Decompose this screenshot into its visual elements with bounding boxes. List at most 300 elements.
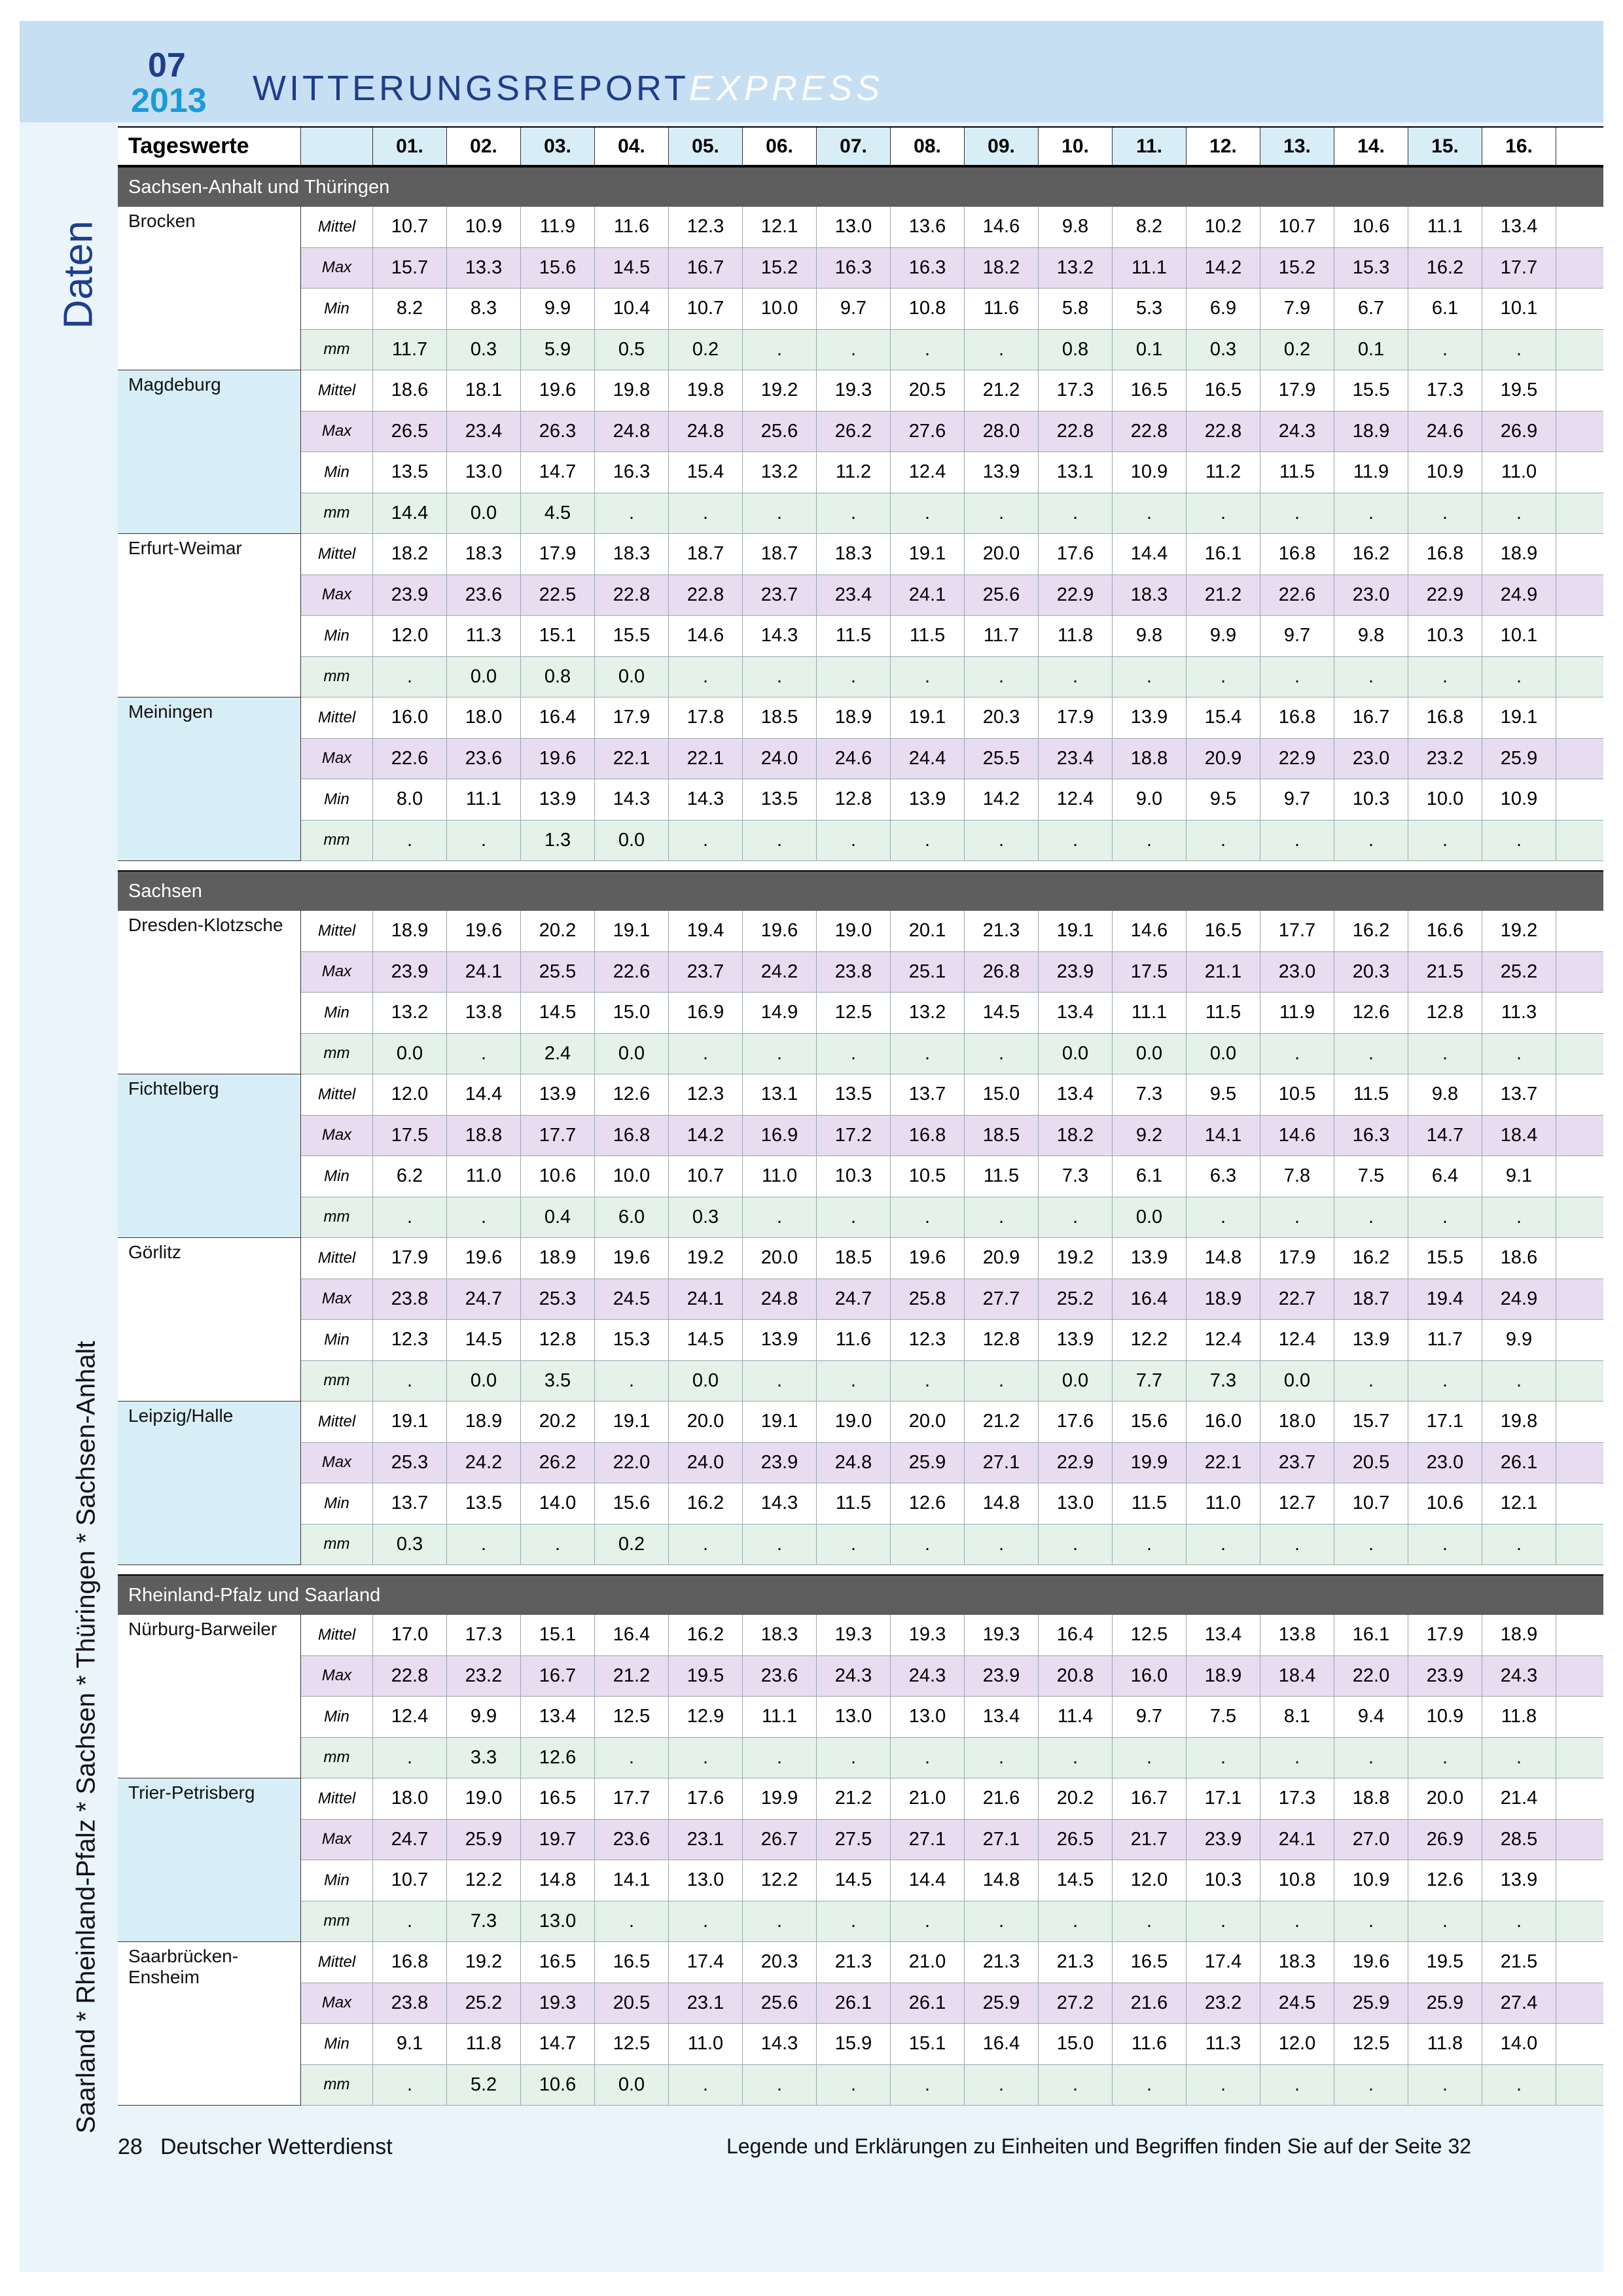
value-cell: 11.9 — [1334, 452, 1408, 493]
value-cell: 23.4 — [447, 412, 521, 452]
value-cell: 16.7 — [1334, 698, 1408, 738]
row-filler — [1556, 739, 1603, 779]
value-cell: 27.7 — [965, 1279, 1039, 1320]
data-row-min — [118, 616, 1603, 657]
header-filler — [1556, 128, 1603, 165]
value-cell: 13.5 — [373, 452, 447, 493]
value-cell: 18.3 — [1113, 575, 1186, 616]
value-cell: 0.0 — [595, 2065, 669, 2106]
value-cell: 13.5 — [817, 1074, 891, 1115]
row-filler — [1556, 207, 1603, 247]
value-cell: . — [1186, 1525, 1260, 1565]
value-cell: 13.2 — [1039, 248, 1113, 289]
value-cell: 19.6 — [595, 1238, 669, 1279]
value-cell: . — [1482, 1738, 1556, 1778]
value-cell: 23.9 — [743, 1443, 817, 1483]
value-cell: 18.9 — [1334, 412, 1408, 452]
value-cell: 11.3 — [1482, 993, 1556, 1033]
value-cell: 10.8 — [1260, 1860, 1334, 1901]
value-cell: 20.9 — [1186, 739, 1260, 779]
value-cell: . — [817, 1197, 891, 1238]
value-cell: 25.5 — [521, 952, 595, 993]
row-filler — [1556, 1197, 1603, 1238]
value-cell: 12.7 — [1260, 1483, 1334, 1524]
footer-org: Deutscher Wetterdienst — [160, 2134, 393, 2159]
value-cell: 19.0 — [447, 1778, 521, 1819]
value-cell: 13.0 — [817, 207, 891, 247]
day-header: 05. — [669, 128, 743, 165]
value-cell: 16.8 — [1408, 534, 1482, 574]
row-filler — [1556, 1443, 1603, 1483]
value-cell: 19.2 — [1039, 1238, 1113, 1279]
measure-label: Min — [301, 779, 373, 820]
value-cell: 24.3 — [817, 1656, 891, 1697]
value-cell: 12.0 — [373, 616, 447, 656]
value-cell: . — [669, 657, 743, 698]
value-cell: 27.1 — [891, 1820, 965, 1860]
value-cell: 15.7 — [1334, 1402, 1408, 1442]
region-header: Rheinland-Pfalz und Saarland — [118, 1574, 1603, 1615]
data-row-mittel — [118, 1778, 1603, 1820]
measure-label: Mittel — [301, 1402, 373, 1442]
value-cell: 23.4 — [1039, 739, 1113, 779]
value-cell: 14.8 — [965, 1483, 1039, 1524]
data-row-min — [118, 1697, 1603, 1738]
station-block — [118, 1615, 1603, 1778]
value-cell: . — [743, 1525, 817, 1565]
value-cell: 25.9 — [965, 1983, 1039, 2024]
value-cell: 20.3 — [965, 698, 1039, 738]
value-cell: 22.5 — [521, 575, 595, 616]
data-row-max — [118, 1983, 1603, 2024]
row-filler — [1556, 1738, 1603, 1778]
value-cell: . — [1260, 1901, 1334, 1942]
data-row-mm — [118, 1197, 1603, 1239]
value-cell: 9.9 — [447, 1697, 521, 1737]
value-cell: 12.6 — [595, 1074, 669, 1115]
value-cell: . — [1186, 2065, 1260, 2106]
value-cell: . — [1482, 1525, 1556, 1565]
value-cell: 23.8 — [373, 1983, 447, 2024]
value-cell: 21.4 — [1482, 1778, 1556, 1819]
station-block — [118, 1238, 1603, 1402]
value-cell: 10.6 — [1408, 1483, 1482, 1524]
station-name: Dresden-Klotzsche — [118, 911, 301, 1074]
data-row-mittel — [118, 1238, 1603, 1279]
station-name: Fichtelberg — [118, 1074, 301, 1238]
value-cell: . — [743, 657, 817, 698]
value-cell: 16.5 — [1186, 370, 1260, 411]
value-cell: 8.2 — [1113, 207, 1186, 247]
value-cell: . — [817, 821, 891, 861]
day-header: 16. — [1482, 128, 1556, 165]
value-cell: 10.6 — [521, 2065, 595, 2106]
data-row-mittel — [118, 1942, 1603, 1983]
value-cell: 22.1 — [595, 739, 669, 779]
value-cell: 3.5 — [521, 1361, 595, 1402]
value-cell: 23.6 — [447, 575, 521, 616]
value-cell: 13.9 — [1482, 1860, 1556, 1901]
measure-label: Max — [301, 952, 373, 993]
value-cell: 20.2 — [521, 911, 595, 951]
value-cell: . — [669, 2065, 743, 2106]
value-cell: 12.3 — [669, 1074, 743, 1115]
value-cell: 17.7 — [595, 1778, 669, 1819]
value-cell: 14.9 — [743, 993, 817, 1033]
value-cell: 11.8 — [1039, 616, 1113, 656]
value-cell: . — [817, 493, 891, 534]
measure-label: Min — [301, 1860, 373, 1901]
value-cell: 16.9 — [743, 1116, 817, 1156]
value-cell: 18.8 — [1113, 739, 1186, 779]
row-filler — [1556, 1156, 1603, 1197]
value-cell: 24.0 — [669, 1443, 743, 1483]
data-row-mm — [118, 1034, 1603, 1075]
value-cell: . — [1482, 1034, 1556, 1074]
value-cell: 24.5 — [1260, 1983, 1334, 2024]
value-cell: 11.1 — [743, 1697, 817, 1737]
value-cell: 23.7 — [669, 952, 743, 993]
value-cell: 11.6 — [595, 207, 669, 247]
day-header: 06. — [743, 128, 817, 165]
data-row-max — [118, 248, 1603, 289]
row-filler — [1556, 1320, 1603, 1360]
value-cell: 13.4 — [1039, 993, 1113, 1033]
value-cell: 14.5 — [595, 248, 669, 289]
value-cell: . — [1334, 1361, 1408, 1402]
value-cell: 13.9 — [521, 1074, 595, 1115]
value-cell: 25.3 — [373, 1443, 447, 1483]
value-cell: 20.0 — [965, 534, 1039, 574]
value-cell: 10.7 — [373, 207, 447, 247]
row-filler — [1556, 1238, 1603, 1279]
report-title-sub: EXPRESS — [689, 69, 884, 108]
row-filler — [1556, 452, 1603, 493]
value-cell: 17.1 — [1186, 1778, 1260, 1819]
value-cell: 24.9 — [1482, 575, 1556, 616]
value-cell: 26.1 — [817, 1983, 891, 2024]
value-cell: 19.8 — [1482, 1402, 1556, 1442]
value-cell: 16.4 — [1039, 1615, 1113, 1655]
measure-label: Max — [301, 248, 373, 289]
value-cell: . — [447, 821, 521, 861]
station-name: Nürburg-Barweiler — [118, 1615, 301, 1778]
data-row-mm — [118, 2065, 1603, 2106]
value-cell: 26.3 — [521, 412, 595, 452]
value-cell: . — [1482, 2065, 1556, 2106]
value-cell: 17.3 — [1039, 370, 1113, 411]
value-cell: 10.9 — [1408, 452, 1482, 493]
value-cell: 19.3 — [817, 1615, 891, 1655]
value-cell: 11.0 — [669, 2024, 743, 2064]
value-cell: 27.2 — [1039, 1983, 1113, 2024]
value-cell: 11.5 — [891, 616, 965, 656]
value-cell: 12.3 — [891, 1320, 965, 1360]
day-header: 13. — [1260, 128, 1334, 165]
value-cell: 14.3 — [743, 1483, 817, 1524]
value-cell: 24.8 — [669, 412, 743, 452]
value-cell: 24.5 — [595, 1279, 669, 1320]
value-cell: 2.4 — [521, 1034, 595, 1074]
value-cell: 18.5 — [965, 1116, 1039, 1156]
value-cell: . — [669, 1525, 743, 1565]
day-header: 04. — [595, 128, 669, 165]
value-cell: 15.3 — [595, 1320, 669, 1360]
value-cell: . — [1408, 657, 1482, 698]
value-cell: 4.5 — [521, 493, 595, 534]
value-cell: 19.6 — [521, 370, 595, 411]
station-block — [118, 1942, 1603, 2106]
value-cell: 22.9 — [1260, 739, 1334, 779]
value-cell: . — [1482, 1197, 1556, 1238]
value-cell: 16.2 — [1408, 248, 1482, 289]
measure-label: Mittel — [301, 1778, 373, 1819]
value-cell: . — [965, 1738, 1039, 1778]
value-cell: 23.4 — [817, 575, 891, 616]
value-cell: 26.7 — [743, 1820, 817, 1860]
measure-label: Min — [301, 1156, 373, 1197]
row-filler — [1556, 289, 1603, 329]
value-cell: 18.9 — [521, 1238, 595, 1279]
value-cell: 6.2 — [373, 1156, 447, 1197]
value-cell: 0.2 — [1260, 330, 1334, 370]
value-cell: . — [1408, 1901, 1482, 1942]
value-cell: . — [891, 821, 965, 861]
value-cell: 11.6 — [965, 289, 1039, 329]
value-cell: 0.0 — [1113, 1197, 1186, 1238]
value-cell: 7.9 — [1260, 289, 1334, 329]
value-cell: 16.1 — [1186, 534, 1260, 574]
row-filler — [1556, 2024, 1603, 2064]
value-cell: 12.6 — [1334, 993, 1408, 1033]
value-cell: 10.3 — [1186, 1860, 1260, 1901]
station-block — [118, 534, 1603, 698]
value-cell: 8.3 — [447, 289, 521, 329]
value-cell: 18.4 — [1260, 1656, 1334, 1697]
region-gap — [118, 861, 1603, 870]
value-cell: 13.4 — [965, 1697, 1039, 1737]
value-cell: 0.0 — [447, 657, 521, 698]
value-cell: 14.1 — [1186, 1116, 1260, 1156]
value-cell: 21.3 — [817, 1942, 891, 1983]
value-cell: 25.6 — [743, 412, 817, 452]
value-cell: . — [965, 1525, 1039, 1565]
measure-label: Max — [301, 1820, 373, 1860]
value-cell: 18.9 — [1482, 1615, 1556, 1655]
value-cell: . — [1260, 1738, 1334, 1778]
value-cell: 19.2 — [447, 1942, 521, 1983]
value-cell: 19.6 — [1334, 1942, 1408, 1983]
value-cell: 0.0 — [447, 493, 521, 534]
value-cell: 19.5 — [669, 1656, 743, 1697]
value-cell: 24.2 — [447, 1443, 521, 1483]
column-header-row — [118, 126, 1603, 166]
value-cell: 19.5 — [1482, 370, 1556, 411]
value-cell: 11.0 — [1186, 1483, 1260, 1524]
data-row-max — [118, 575, 1603, 616]
value-cell: 9.7 — [1260, 779, 1334, 820]
station-name: Leipzig/Halle — [118, 1402, 301, 1565]
value-cell: . — [743, 1034, 817, 1074]
value-cell: 19.3 — [817, 370, 891, 411]
value-cell: . — [1408, 1197, 1482, 1238]
value-cell: 25.9 — [1482, 739, 1556, 779]
row-filler — [1556, 698, 1603, 738]
value-cell: 18.9 — [1186, 1279, 1260, 1320]
value-cell: 16.8 — [373, 1942, 447, 1983]
value-cell: 19.1 — [743, 1402, 817, 1442]
value-cell: 22.0 — [1334, 1656, 1408, 1697]
value-cell: 13.9 — [743, 1320, 817, 1360]
value-cell: . — [669, 1901, 743, 1942]
measure-label: Mittel — [301, 911, 373, 951]
value-cell: 9.0 — [1113, 779, 1186, 820]
value-cell: . — [817, 1738, 891, 1778]
value-cell: 10.2 — [1186, 207, 1260, 247]
value-cell: 14.6 — [1260, 1116, 1334, 1156]
value-cell: 19.6 — [891, 1238, 965, 1279]
value-cell: 15.0 — [1039, 2024, 1113, 2064]
value-cell: 16.0 — [1186, 1402, 1260, 1442]
measure-label: Max — [301, 1443, 373, 1483]
value-cell: 19.1 — [1039, 911, 1113, 951]
value-cell: . — [891, 330, 965, 370]
value-cell: . — [1113, 657, 1186, 698]
value-cell: 25.9 — [891, 1443, 965, 1483]
value-cell: 16.2 — [1334, 911, 1408, 951]
value-cell: 15.0 — [595, 993, 669, 1033]
row-filler — [1556, 821, 1603, 861]
value-cell: 27.5 — [817, 1820, 891, 1860]
value-cell: 17.9 — [1260, 1238, 1334, 1279]
value-cell: 19.7 — [521, 1820, 595, 1860]
value-cell: 24.1 — [447, 952, 521, 993]
value-cell: 0.1 — [1113, 330, 1186, 370]
value-cell: 7.7 — [1113, 1361, 1186, 1402]
value-cell: 14.3 — [595, 779, 669, 820]
data-row-min — [118, 1483, 1603, 1525]
daily-values-table — [118, 126, 1603, 2106]
value-cell: 8.1 — [1260, 1697, 1334, 1737]
value-cell: 9.1 — [1482, 1156, 1556, 1197]
value-cell: 18.6 — [1482, 1238, 1556, 1279]
row-filler — [1556, 248, 1603, 289]
value-cell: 11.5 — [1186, 993, 1260, 1033]
measure-header-blank — [301, 128, 373, 165]
value-cell: 19.1 — [595, 1402, 669, 1442]
value-cell: . — [1334, 1738, 1408, 1778]
value-cell: 22.9 — [1039, 575, 1113, 616]
measure-label: Min — [301, 616, 373, 656]
value-cell: 15.7 — [373, 248, 447, 289]
value-cell: 20.3 — [743, 1942, 817, 1983]
value-cell: . — [669, 1034, 743, 1074]
value-cell: 16.4 — [1113, 1279, 1186, 1320]
value-cell: 14.7 — [1408, 1116, 1482, 1156]
value-cell: 12.1 — [743, 207, 817, 247]
value-cell: 13.0 — [521, 1901, 595, 1942]
row-filler — [1556, 1656, 1603, 1697]
value-cell: 7.3 — [1186, 1361, 1260, 1402]
value-cell: 13.9 — [891, 779, 965, 820]
value-cell: 13.3 — [447, 248, 521, 289]
value-cell: . — [1260, 1034, 1334, 1074]
value-cell: 17.4 — [1186, 1942, 1260, 1983]
value-cell: 23.9 — [1039, 952, 1113, 993]
value-cell: 12.8 — [521, 1320, 595, 1360]
value-cell: . — [743, 1901, 817, 1942]
value-cell: 15.4 — [1186, 698, 1260, 738]
value-cell: . — [1334, 657, 1408, 698]
value-cell: 17.6 — [1039, 1402, 1113, 1442]
value-cell: 9.1 — [373, 2024, 447, 2064]
value-cell: 24.9 — [1482, 1279, 1556, 1320]
value-cell: 16.4 — [595, 1615, 669, 1655]
value-cell: 9.2 — [1113, 1116, 1186, 1156]
station-name: Görlitz — [118, 1238, 301, 1402]
measure-label: Min — [301, 1483, 373, 1524]
day-header: 14. — [1334, 128, 1408, 165]
value-cell: 11.8 — [1482, 1697, 1556, 1737]
row-filler — [1556, 1778, 1603, 1819]
value-cell: 19.3 — [521, 1983, 595, 2024]
value-cell: 21.3 — [965, 911, 1039, 951]
value-cell: 19.6 — [521, 739, 595, 779]
value-cell: 13.0 — [817, 1697, 891, 1737]
value-cell: 0.4 — [521, 1197, 595, 1238]
value-cell: . — [1260, 1525, 1334, 1565]
value-cell: 20.5 — [1334, 1443, 1408, 1483]
value-cell: . — [965, 1197, 1039, 1238]
value-cell: 15.2 — [743, 248, 817, 289]
value-cell: . — [743, 330, 817, 370]
value-cell: 13.4 — [521, 1697, 595, 1737]
value-cell: 19.1 — [891, 534, 965, 574]
value-cell: . — [1039, 657, 1113, 698]
value-cell: 6.1 — [1113, 1156, 1186, 1197]
value-cell: 9.4 — [1334, 1697, 1408, 1737]
value-cell: 6.7 — [1334, 289, 1408, 329]
value-cell: 19.1 — [891, 698, 965, 738]
value-cell: 17.9 — [373, 1238, 447, 1279]
value-cell: 10.0 — [595, 1156, 669, 1197]
value-cell: 23.1 — [669, 1983, 743, 2024]
value-cell: 18.3 — [817, 534, 891, 574]
value-cell: 14.5 — [965, 993, 1039, 1033]
value-cell: 18.9 — [1186, 1656, 1260, 1697]
measure-label: Max — [301, 1983, 373, 2024]
value-cell: 26.9 — [1408, 1820, 1482, 1860]
value-cell: 12.8 — [965, 1320, 1039, 1360]
value-cell: 9.7 — [1260, 616, 1334, 656]
value-cell: 19.2 — [743, 370, 817, 411]
value-cell: 0.3 — [373, 1525, 447, 1565]
value-cell: 16.5 — [1113, 370, 1186, 411]
value-cell: 23.6 — [595, 1820, 669, 1860]
value-cell: 10.7 — [1260, 207, 1334, 247]
value-cell: 23.8 — [373, 1279, 447, 1320]
value-cell: 25.3 — [521, 1279, 595, 1320]
value-cell: 18.8 — [1334, 1778, 1408, 1819]
value-cell: 21.1 — [1186, 952, 1260, 993]
value-cell: . — [1482, 330, 1556, 370]
value-cell: 25.1 — [891, 952, 965, 993]
station-name: Meiningen — [118, 698, 301, 861]
value-cell: . — [1408, 1361, 1482, 1402]
value-cell: 13.0 — [1039, 1483, 1113, 1524]
measure-label: Min — [301, 452, 373, 493]
value-cell: 9.8 — [1113, 616, 1186, 656]
